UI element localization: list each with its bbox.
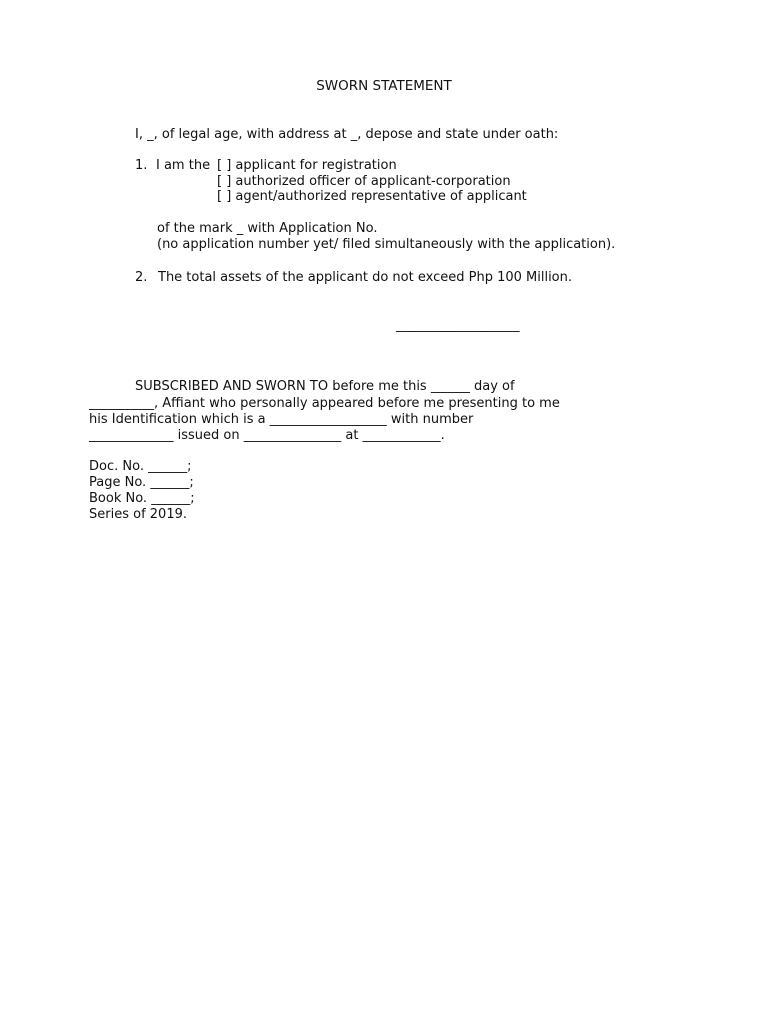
- option-agent-representative: [ ] agent/authorized representative of applicant: [217, 189, 527, 204]
- item-2-number: 2.: [135, 270, 148, 285]
- option-authorized-officer: [ ] authorized officer of applicant-corporation: [217, 174, 511, 189]
- book-no: Book No. ______;: [89, 491, 195, 506]
- document-title: SWORN STATEMENT: [316, 78, 452, 94]
- item-1-number: 1.: [135, 158, 148, 173]
- item-1-lead: I am the: [156, 158, 211, 173]
- jurat-line-3: his Identification which is a __________________ with number: [89, 412, 474, 427]
- series: Series of 2019.: [89, 507, 187, 522]
- jurat-line-2: __________, Affiant who personally appeared before me presenting to me: [89, 396, 560, 411]
- mark-application-line: of the mark _ with Application No.: [157, 221, 378, 236]
- item-2-text: The total assets of the applicant do not exceed Php 100 Million.: [158, 270, 573, 285]
- doc-no: Doc. No. ______;: [89, 459, 192, 474]
- signature-line: ___________________: [396, 318, 520, 333]
- intro-statement: I, _, of legal age, with address at _, depose and state under oath:: [135, 127, 559, 142]
- jurat-line-4: _____________ issued on _______________ at ____________.: [89, 428, 445, 443]
- application-note-line: (no application number yet/ filed simultaneously with the application).: [157, 237, 616, 252]
- page-no: Page No. ______;: [89, 475, 194, 490]
- option-applicant: [ ] applicant for registration: [217, 158, 397, 173]
- jurat-line-1: SUBSCRIBED AND SWORN TO before me this ______ day of: [135, 379, 515, 394]
